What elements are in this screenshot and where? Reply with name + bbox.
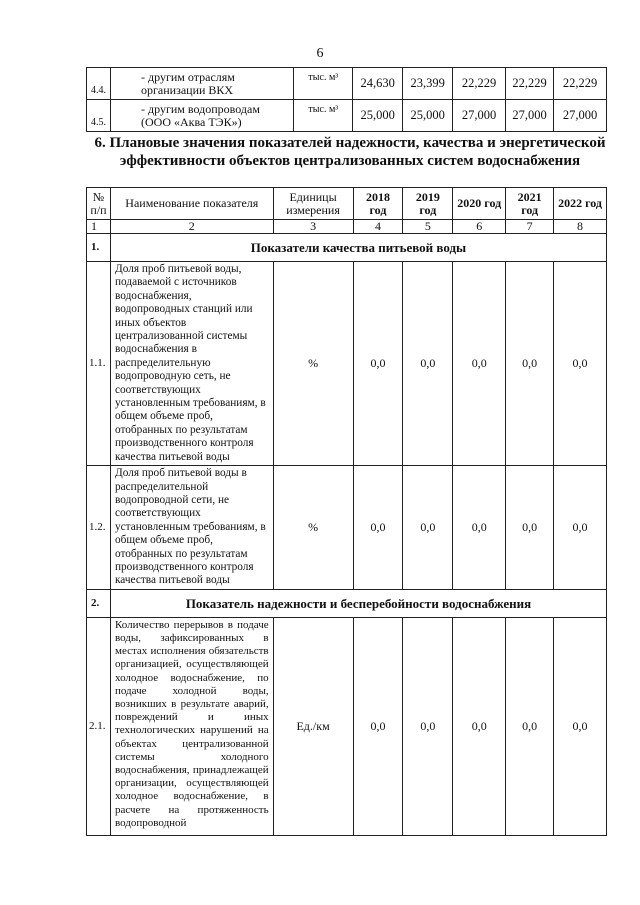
- table-row: [87, 617, 607, 835]
- value-cell: 0,0: [353, 466, 403, 590]
- value-cell: 0,0: [353, 262, 403, 466]
- table-row: [87, 68, 607, 100]
- page-number: 6: [316, 46, 324, 61]
- value-cell: 0,0: [506, 262, 554, 466]
- row-unit: тыс. м³: [294, 100, 353, 132]
- value-cell: 0,0: [353, 617, 403, 835]
- column-index: 4: [353, 220, 403, 234]
- value-cell: 23,399: [403, 68, 453, 100]
- column-index: 6: [453, 220, 506, 234]
- row-number: 1.1.: [87, 262, 111, 466]
- group-row: [87, 234, 607, 262]
- value-cell: 0,0: [453, 262, 506, 466]
- column-index: 3: [273, 220, 353, 234]
- header-row: [87, 188, 607, 220]
- value-cell: 0,0: [453, 617, 506, 835]
- group-title: Показатели качества питьевой воды: [110, 234, 606, 262]
- row-number: 2.1.: [87, 617, 111, 835]
- table-row: [87, 466, 607, 590]
- value-cell: 27,000: [554, 100, 607, 132]
- indicator-description: Доля проб питьевой воды в распределительной водопроводной сети, не соответствующих установленным требованиям, в общем объеме проб, отобранных по результатам производственного контроля качества питьевой воды: [110, 466, 273, 590]
- row-number: 4.4.: [87, 68, 111, 100]
- section-title: 6. Плановые значения показателей надежности, качества и энергетической эффективности объектов централизованных систем водоснабжения: [94, 135, 606, 169]
- value-cell: 25,000: [353, 100, 403, 132]
- row-unit: %: [273, 262, 353, 466]
- header-year: 2022 год: [554, 188, 607, 220]
- header-name: Наименование показателя: [110, 188, 273, 220]
- header-year: 2019 год: [403, 188, 453, 220]
- column-index: 2: [110, 220, 273, 234]
- header-year: 2020 год: [453, 188, 506, 220]
- row-name: - другим отраслям организации ВКХ: [111, 68, 294, 100]
- group-number: 1.: [87, 234, 111, 262]
- table-row: [87, 262, 607, 466]
- top-continuation-table: [86, 67, 607, 132]
- group-number: 2.: [87, 589, 111, 617]
- value-cell: 25,000: [403, 100, 453, 132]
- value-cell: 0,0: [403, 262, 453, 466]
- value-cell: 0,0: [453, 466, 506, 590]
- value-cell: 27,000: [453, 100, 506, 132]
- row-name: - другим водопроводам (ООО «Аква ТЭК»): [111, 100, 294, 132]
- column-index: 1: [87, 220, 111, 234]
- row-unit: Ед./км: [273, 617, 353, 835]
- indicators-table: [86, 187, 607, 836]
- value-cell: 0,0: [554, 617, 607, 835]
- value-cell: 22,229: [453, 68, 506, 100]
- header-year: 2018 год: [353, 188, 403, 220]
- header-unit: Единицы измерения: [273, 188, 353, 220]
- group-title: Показатель надежности и бесперебойности водоснабжения: [110, 589, 606, 617]
- value-cell: 0,0: [554, 466, 607, 590]
- value-cell: 0,0: [506, 617, 554, 835]
- column-index: 8: [554, 220, 607, 234]
- indicator-description: Доля проб питьевой воды, подаваемой с источников водоснабжения, водопроводных станций или иных объектов централизованной системы водоснабжения в распределительную водопроводную сеть, не соответствующих установленным требованиям, в общем объеме проб, отобранных по результатам производственного контроля качества питьевой воды: [110, 262, 273, 466]
- column-index-row: [87, 220, 607, 234]
- value-cell: 27,000: [506, 100, 554, 132]
- header-num: № п/п: [87, 188, 111, 220]
- column-index: 5: [403, 220, 453, 234]
- value-cell: 22,229: [554, 68, 607, 100]
- column-index: 7: [506, 220, 554, 234]
- row-unit: тыс. м³: [294, 68, 353, 100]
- value-cell: 0,0: [403, 466, 453, 590]
- row-number: 4.5.: [87, 100, 111, 132]
- value-cell: 0,0: [554, 262, 607, 466]
- table-row: [87, 100, 607, 132]
- value-cell: 0,0: [506, 466, 554, 590]
- header-year: 2021 год: [506, 188, 554, 220]
- row-unit: %: [273, 466, 353, 590]
- value-cell: 0,0: [403, 617, 453, 835]
- indicator-description: Количество перерывов в подаче воды, зафиксированных в местах исполнения обязательств организацией, осуществляющей холодное водоснабжение, по подаче холодной воды, возникших в результате аварий, повреждений и иных технологических нарушений на объектах централизованной системы холодного водоснабжения, принадлежащей организации, осуществляющей холодное водоснабжение, в расчете на протяженность водопроводной: [110, 617, 273, 835]
- row-number: 1.2.: [87, 466, 111, 590]
- value-cell: 24,630: [353, 68, 403, 100]
- group-row: [87, 589, 607, 617]
- value-cell: 22,229: [506, 68, 554, 100]
